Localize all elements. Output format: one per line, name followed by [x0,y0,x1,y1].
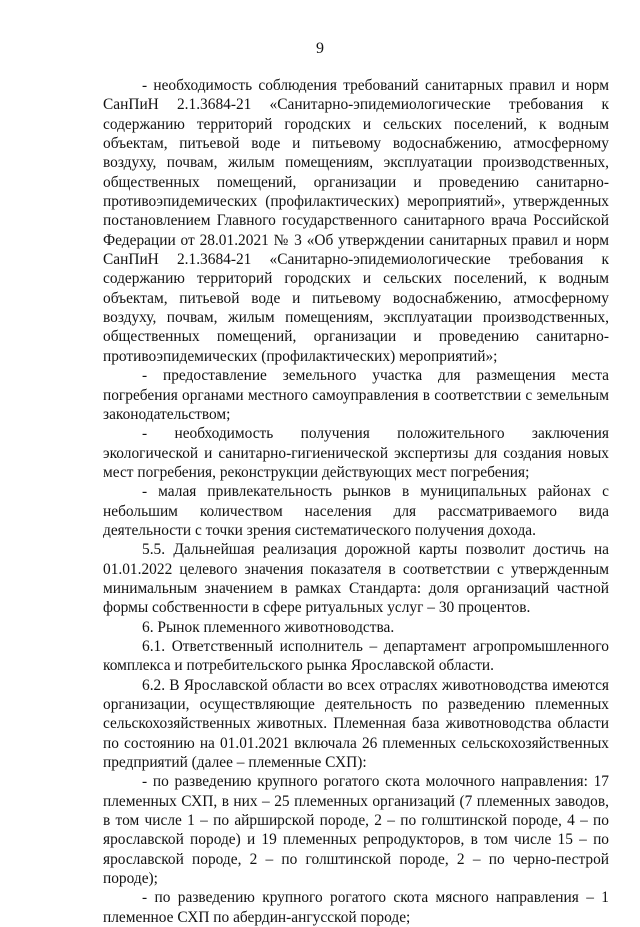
paragraph-expertise: - необходимость получения положительного заключения экологической и санитарно-гигиенической экспертизы для создания новых мест погребения, реконструкции действующих мест погребения; [103,425,609,481]
paragraph-beef-cattle: - по разведению крупного рогатого скота мясного направления – 1 племенное СХП по абердин-ангусской породе; [103,889,609,926]
page-number: 9 [316,40,324,57]
paragraph-sanpin-requirements: - необходимость соблюдения требований санитарных правил и норм СанПиН 2.1.3684-21 «Санитарно-эпидемиологические требования к содержанию территорий городских и сельских поселений, к водным объектам, питьевой воде и питьевому водоснабжению, атмосферному воздуху, почвам, жилым помещениям, эксплуатации производственных, общественных помещений, организации и проведению санитарно-противоэпидемических (профилактических) мероприятий», утвержденных постановлением Главного государственного санитарного врача Российской Федерации от 28.01.2021 № 3 «Об утверждении санитарных правил и норм СанПиН 2.1.3684-21 «Санитарно-эпидемиологические требования к содержанию территорий городских и сельских поселений, к водным объектам, питьевой воде и питьевому водоснабжению, атмосферному воздуху, почвам, жилым помещениям, эксплуатации производственных, общественных помещений, организации и проведению санитарно-противоэпидемических (профилактических) мероприятий»; [103,77,609,365]
paragraph-6-2: 6.2. В Ярославской области во всех отраслях животноводства имеются организации, осуществляющие деятельность по разведению племенных сельскохозяйственных животных. Племенная база животноводства области по состоянию на 01.01.2021 включала 26 племенных сельскохозяйственных предприятий (далее – племенные СХП): [103,676,609,772]
document-body [103,76,609,927]
paragraph-dairy-cattle: - по разведению крупного рогатого скота молочного направления: 17 племенных СХП, в них – 25 племенных организаций (7 племенных заводов, в том числе 1 – по айрширской породе, 2 – по голштинской породе, 4 – по ярославской породе) и 19 племенных репродукторов, в том числе 15 – по ярославской породе, 2 – по голштинской породе, 2 – по черно-пестрой породе); [103,773,609,888]
paragraph-land-allocation: - предоставление земельного участка для размещения места погребения органами местного самоуправления в соответствии с земельным законодательством; [103,367,609,423]
paragraph-5-5: 5.5. Дальнейшая реализация дорожной карты позволит достичь на 01.01.2022 целевого значения показателя в соответствии с утвержденным минимальным значением в рамках Стандарта: доля организаций частной формы собственности в сфере ритуальных услуг – 30 процентов. [103,541,609,617]
paragraph-6-1: 6.1. Ответственный исполнитель – департамент агропромышленного комплекса и потребительского рынка Ярославской области. [103,637,609,675]
paragraph-market-attractiveness: - малая привлекательность рынков в муниципальных районах с небольшим количеством населения для рассматриваемого вида деятельности с точки зрения систематического получения дохода. [103,483,609,539]
section-heading-6: 6. Рынок племенного животноводства. [142,618,395,636]
